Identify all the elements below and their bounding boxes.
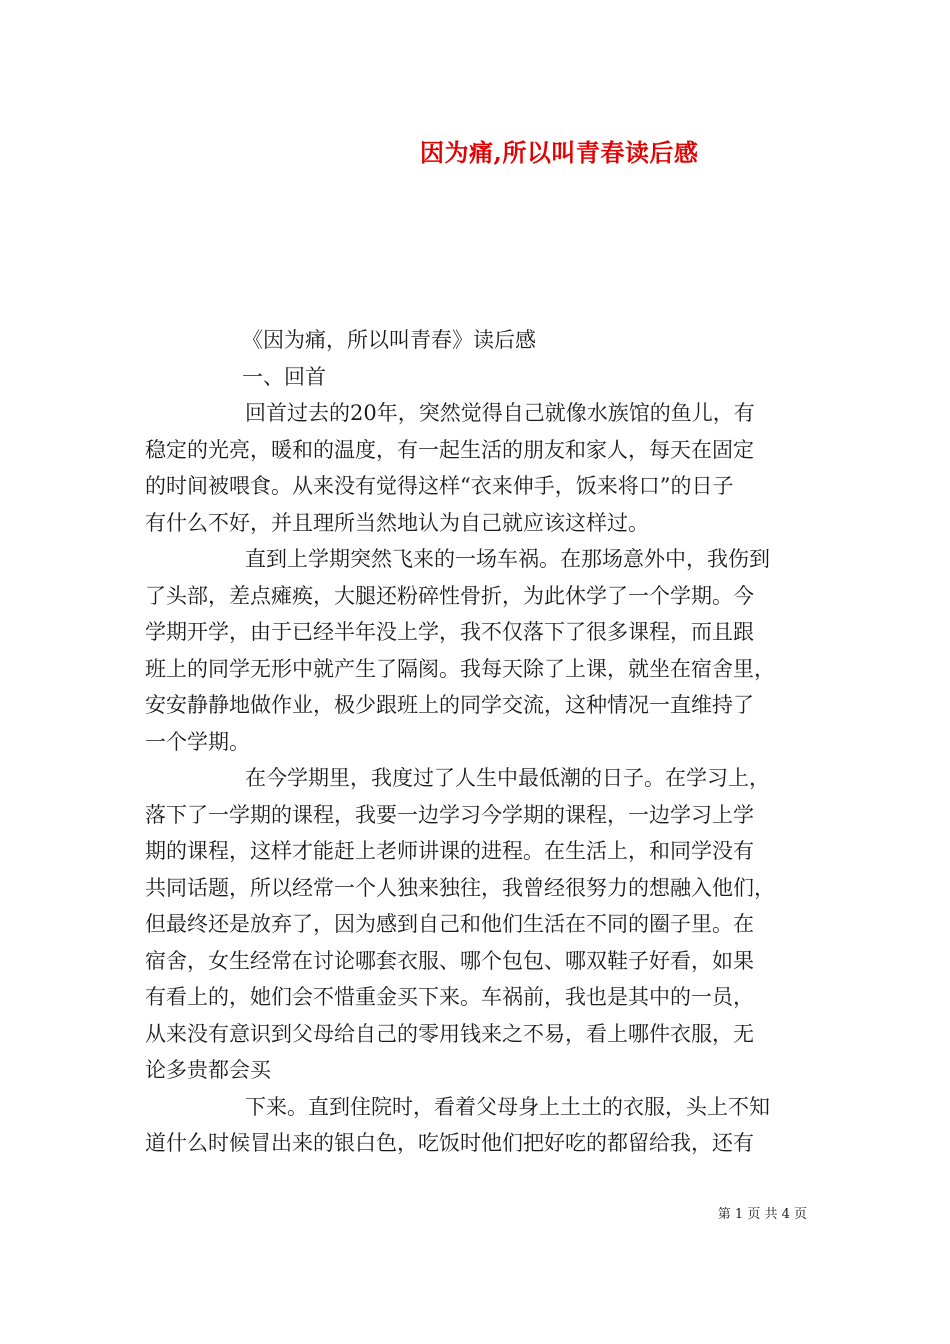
document-title: 因为痛,所以叫青春读后感 <box>420 138 699 167</box>
body-line: 回首过去的20年，突然觉得自己就像水族馆的鱼儿，有 <box>245 401 755 425</box>
body-line: 从来没有意识到父母给自己的零用钱来之不易，看上哪件衣服，无 <box>145 1021 754 1046</box>
body-line: 论多贵都会买 <box>145 1058 271 1082</box>
body-line: 有什么不好，并且理所当然地认为自己就应该这样过。 <box>145 510 649 535</box>
body-line: 宿舍，女生经常在讨论哪套衣服、哪个包包、哪双鞋子好看，如果 <box>145 948 754 973</box>
body-line: 期的课程，这样才能赶上老师讲课的进程。在生活上，和同学没有 <box>145 839 754 863</box>
body-line: 学期开学，由于已经半年没上学，我不仅落下了很多课程，而且跟 <box>145 620 754 644</box>
body-line: 了头部，差点瘫痪，大腿还粉碎性骨折，为此休学了一个学期。今 <box>145 583 754 608</box>
body-line: 《因为痛，所以叫青春》读后感 <box>242 328 536 352</box>
body-line: 道什么时候冒出来的银白色，吃饭时他们把好吃的都留给我，还有 <box>145 1131 754 1155</box>
body-line: 落下了一学期的课程，我要一边学习今学期的课程，一边学习上学 <box>145 802 754 827</box>
body-line: 班上的同学无形中就产生了隔阂。我每天除了上课，就坐在宿舍里， <box>145 656 775 681</box>
section-heading: 一、回首 <box>242 364 326 389</box>
body-line: 下来。直到住院时，看着父母身上土土的衣服，头上不知 <box>245 1094 770 1119</box>
body-line: 直到上学期突然飞来的一场车祸。在那场意外中，我伤到 <box>245 547 770 571</box>
page-footer: 第 1 页 共 4 页 <box>717 1207 807 1222</box>
body-line: 在今学期里，我度过了人生中最低潮的日子。在学习上， <box>245 766 770 790</box>
body-line: 稳定的光亮，暖和的温度，有一起生活的朋友和家人，每天在固定 <box>145 437 754 462</box>
body-line: 但最终还是放弃了，因为感到自己和他们生活在不同的圈子里。在 <box>145 912 754 936</box>
body-line: 一个学期。 <box>145 729 250 754</box>
body-line: 有看上的，她们会不惜重金买下来。车祸前，我也是其中的一员， <box>145 985 754 1009</box>
body-line: 安安静静地做作业，极少跟班上的同学交流，这种情况一直维持了 <box>145 693 754 717</box>
document-body <box>145 322 817 1162</box>
body-line: 的时间被喂食。从来没有觉得这样“衣来伸手，饭来将口”的日子 <box>145 474 734 498</box>
body-line: 共同话题，所以经常一个人独来独往，我曾经很努力的想融入他们， <box>145 875 775 900</box>
